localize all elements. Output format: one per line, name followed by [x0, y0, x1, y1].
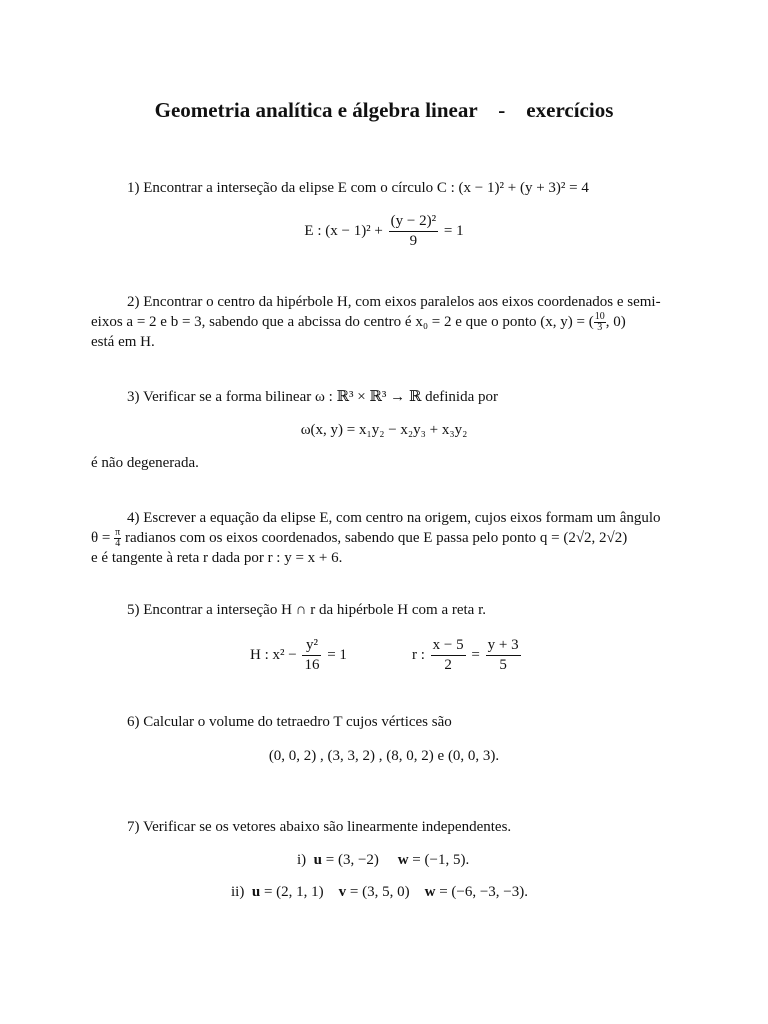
point-x-fraction — [594, 312, 606, 333]
point-x-denominator: 3 — [597, 322, 603, 333]
exercise-2-line-1: 2) Encontrar o centro da hipérbole H, com eixos paralelos aos eixos coordenados e semi- — [127, 294, 661, 310]
exercise-2-line-2 — [91, 312, 685, 333]
ellipse-eq-left: E : (x − 1)² + — [304, 222, 383, 239]
exercise-6-vertices: (0, 0, 2) , (3, 3, 2) , (8, 0, 2) e (0, 0, 3). — [268, 748, 500, 764]
exercise-4-line-3: e é tangente à reta r dada por r : y = x + 6. — [91, 550, 343, 566]
exercise-2-line-2-end: , 0) — [605, 313, 626, 330]
line-eq-left: r : — [412, 646, 425, 663]
ellipse-fraction-numerator: (y − 2)² — [389, 212, 438, 232]
vector-u-value: = (3, −2) — [325, 852, 379, 868]
exercise-6-statement: 6) Calcular o volume do tetraedro T cujos vértices são — [127, 714, 452, 730]
vector-u-symbol: u — [251, 884, 261, 900]
exercise-3-bilinear-form: ω(x, y) = x₁y₂ − x₂y₃ + x₃y₂ — [300, 422, 468, 438]
hyperbola-fraction — [302, 636, 321, 675]
exercise-4-theta: θ = — [91, 529, 111, 546]
line-fraction-y — [486, 636, 521, 675]
exercise-5-line-equation — [412, 636, 523, 675]
exercise-7-statement: 7) Verificar se os vetores abaixo são linearmente independentes. — [127, 819, 512, 835]
ellipse-eq-right: = 1 — [443, 222, 464, 239]
line-fraction-y-denominator: 5 — [499, 657, 507, 673]
line-fraction-x-numerator: x − 5 — [431, 636, 466, 656]
point-x-numerator: 10 — [594, 311, 605, 322]
exercise-3-statement: 3) Verificar se a forma bilinear ω : ℝ³ × ℝ³ → ℝ definida por — [127, 389, 499, 405]
exercise-2 — [91, 293, 685, 352]
ellipse-fraction-denominator: 9 — [409, 233, 418, 249]
exercise-5-hyperbola-equation — [250, 636, 347, 675]
exercise-1-ellipse-equation — [0, 212, 768, 251]
hyperbola-eq-right: = 1 — [327, 646, 347, 663]
exercise-7-item-ii — [231, 884, 528, 901]
vector-w-symbol: w — [397, 852, 409, 868]
vector-w-value: = (−1, 5). — [412, 852, 470, 868]
hyperbola-fraction-denominator: 16 — [304, 657, 320, 673]
exercise-4-line-2-text: radianos com os eixos coordenados, sabendo que E passa pelo ponto q = (2√2, 2√2) — [124, 529, 628, 546]
vector-u-symbol: u — [313, 852, 323, 868]
exercise-4-line-2 — [91, 528, 685, 549]
item-ii-label: ii) — [231, 884, 245, 900]
exercise-5-statement: 5) Encontrar a interseção H ∩ r da hipérbole H com a reta r. — [127, 602, 487, 618]
vector-v-value: = (3, 5, 0) — [349, 884, 410, 900]
exercise-2-line-2-text: eixos a = 2 e b = 3, sabendo que a abcissa do centro é x₀ = 2 e que o ponto (x, y) = ( — [91, 313, 594, 330]
exercise-4-line-1: 4) Escrever a equação da elipse E, com centro na origem, cujos eixos formam um ângulo — [127, 510, 661, 526]
ellipse-fraction — [389, 212, 438, 251]
vector-w-symbol: w — [424, 884, 436, 900]
vector-v-symbol: v — [338, 884, 347, 900]
exercise-7-item-i — [297, 852, 469, 869]
line-fraction-y-numerator: y + 3 — [486, 636, 521, 656]
line-fraction-x-denominator: 2 — [444, 657, 452, 673]
hyperbola-eq-left: H : x² − — [250, 646, 297, 663]
angle-numerator: π — [115, 527, 121, 538]
item-i-label: i) — [297, 852, 307, 868]
page-title: Geometria analítica e álgebra linear - exercícios — [154, 98, 614, 122]
vector-w-value: = (−6, −3, −3). — [439, 884, 529, 900]
exercise-2-line-3: está em H. — [91, 334, 155, 350]
exercise-1-statement: 1) Encontrar a interseção da elipse E com o círculo C : (x − 1)² + (y + 3)² = 4 — [127, 180, 589, 196]
exercise-3-conclusion: é não degenerada. — [91, 455, 199, 471]
hyperbola-fraction-numerator: y² — [302, 636, 321, 656]
angle-fraction — [114, 528, 121, 549]
vector-u-value: = (2, 1, 1) — [263, 884, 324, 900]
line-eq-equals: = — [471, 646, 480, 663]
angle-denominator: 4 — [115, 538, 121, 549]
line-fraction-x — [431, 636, 466, 675]
exercise-4 — [91, 509, 685, 568]
